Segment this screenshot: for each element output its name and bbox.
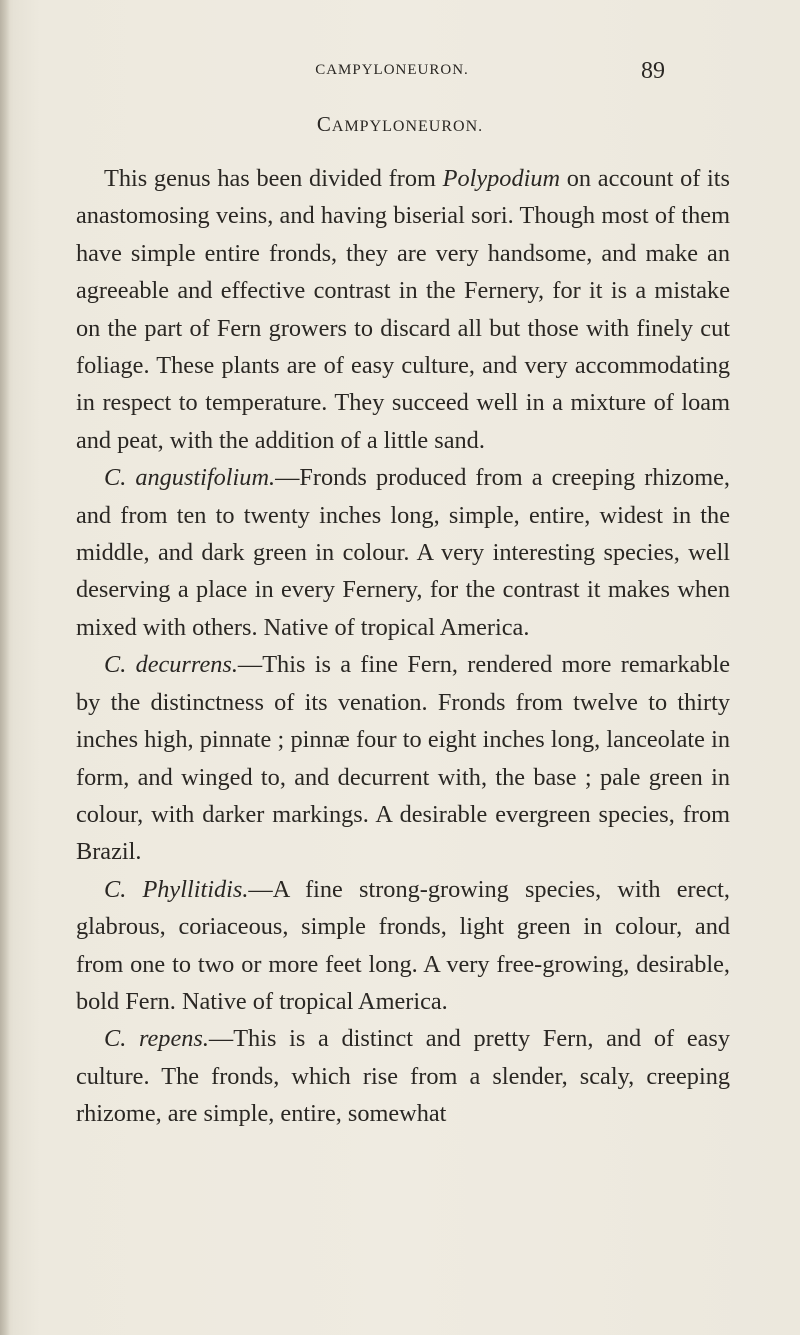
species-entry: [76, 871, 730, 1021]
species-name: C. Phyllitidis.: [104, 875, 249, 903]
intro-genus-name: Polypodium: [442, 165, 561, 192]
species-name: C. decurrens.: [104, 651, 238, 679]
section-title-rest: AMPYLONEURON.: [331, 118, 484, 135]
intro-text-1: This genus has been divided from: [104, 165, 443, 192]
species-entry: [76, 459, 730, 646]
section-title-initial: C: [316, 112, 332, 136]
species-description: —A fine strong-growing species, with erect, glabrous, coriaceous, simple fronds, light green in colour, and from one to two or more feet long. A very free-growing, desirable, bold Fern. Native of tropical America.: [76, 875, 730, 1015]
species-name: C. repens.: [104, 1025, 209, 1053]
intro-text-2: on account of its anastomosing veins, and having biserial sori. Though most of them have simple entire fronds, they are very handsome, and make an agreeable and effective contrast in the Fernery, for it is a mistake on the part of Fern growers to discard all but those with finely cut foliage. These plants are of easy culture, and very accommodating in respect to temperature. They succeed well in a mixture of loam and peat, with the addition of a little sand.: [76, 165, 731, 454]
species-entry: [76, 1020, 730, 1132]
binding-shadow: [0, 0, 10, 1335]
intro-paragraph: [76, 160, 730, 459]
species-name: C. angustifolium.: [104, 464, 276, 492]
species-description: —Fronds produced from a creeping rhizome, and from ten to twenty inches long, simple, entire, widest in the middle, and dark green in colour. A very interesting species, well deserving a place in every Fernery, for the contrast it makes when mixed with others. Native of tropical America.: [76, 464, 730, 641]
species-description: —This is a fine Fern, rendered more remarkable by the distinctness of its venation. Fronds from twelve to thirty inches high, pinnate ; pinnæ four to eight inches long, lanceolate in form, and winged to, and decurrent with, the base ; pale green in colour, with darker markings. A desirable evergreen species, from Brazil.: [76, 651, 730, 866]
running-title: CAMPYLONEURON.: [315, 62, 469, 78]
species-entry: [76, 646, 730, 870]
body-text: [76, 160, 730, 1133]
page-number: 89: [641, 58, 665, 84]
running-head: [0, 58, 800, 88]
section-title: [0, 112, 800, 137]
species-description: —This is a distinct and pretty Fern, and of easy culture. The fronds, which rise from a slender, scaly, creeping rhizome, are simple, entire, somewhat: [76, 1025, 730, 1128]
